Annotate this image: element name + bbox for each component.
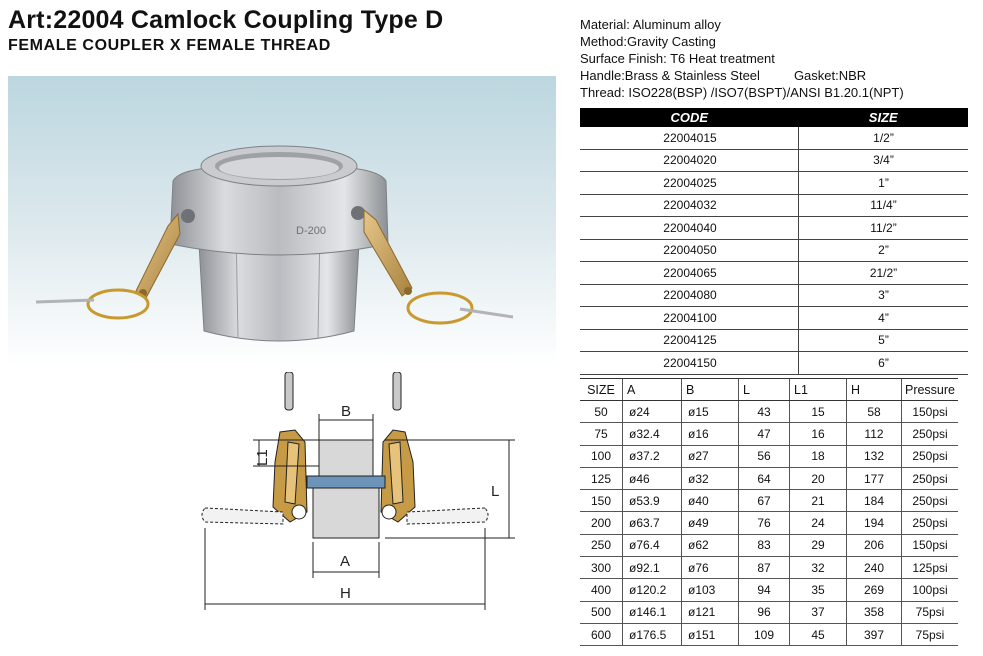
dim-cell-b: ø121 [682,601,739,623]
code-cell: 22004040 [580,217,799,240]
dim-cell-l1: 45 [790,623,847,645]
dim-cell-size: 200 [580,512,623,534]
dim-cell-l: 67 [739,490,790,512]
spec-gasket: Gasket:NBR [793,68,867,83]
spec-handle-row [580,67,904,84]
dim-cell-h: 358 [847,601,902,623]
dim-cell-l: 109 [739,623,790,645]
dim-cell-size: 250 [580,534,623,556]
dim-cell-pressure: 250psi [902,512,959,534]
code-table-row [580,217,968,240]
dim-cell-pressure: 100psi [902,579,959,601]
dim-cell-l: 64 [739,467,790,489]
size-header: SIZE [799,108,969,127]
dim-label-h: H [340,585,351,602]
dim-cell-l1: 35 [790,579,847,601]
dim-cell-h: 177 [847,467,902,489]
code-table-row [580,307,968,330]
code-table-row [580,127,968,149]
product-title: Art:22004 Camlock Coupling Type D [8,6,444,34]
dim-cell-l1: 16 [790,423,847,445]
dimension-table-header [580,379,958,401]
dim-cell-b: ø40 [682,490,739,512]
dim-cell-b: ø103 [682,579,739,601]
dim-label-a: A [340,553,351,570]
dim-header-l1: L1 [790,379,847,401]
dim-cell-l1: 18 [790,445,847,467]
code-cell: 22004025 [580,172,799,195]
dimension-table-row [580,445,958,467]
size-cell: 1/2” [799,127,969,149]
dimension-table-row [580,490,958,512]
dim-cell-size: 600 [580,623,623,645]
dim-cell-a: ø37.2 [623,445,682,467]
dim-cell-b: ø15 [682,401,739,423]
dim-cell-l: 96 [739,601,790,623]
dim-header-size: SIZE [580,379,623,401]
code-size-table [580,108,968,375]
dim-cell-h: 194 [847,512,902,534]
dim-cell-size: 50 [580,401,623,423]
dim-cell-h: 240 [847,557,902,579]
spec-method: Method:Gravity Casting [580,34,716,49]
dimension-drawing [195,372,525,622]
dim-cell-l: 56 [739,445,790,467]
dim-cell-a: ø46 [623,467,682,489]
dimension-table-row [580,512,958,534]
dim-cell-pressure: 125psi [902,557,959,579]
size-cell: 5” [799,329,969,352]
dim-cell-l1: 21 [790,490,847,512]
dim-cell-b: ø16 [682,423,739,445]
product-subtitle: FEMALE COUPLER X FEMALE THREAD [8,37,331,54]
product-photo [8,76,556,366]
code-cell: 22004065 [580,262,799,285]
code-table-row [580,262,968,285]
dim-cell-l: 94 [739,579,790,601]
code-table-row [580,352,968,375]
code-table-row [580,172,968,195]
dim-cell-a: ø32.4 [623,423,682,445]
dim-cell-pressure: 150psi [902,534,959,556]
dim-header-a: A [623,379,682,401]
dim-cell-b: ø49 [682,512,739,534]
dim-cell-a: ø53.9 [623,490,682,512]
code-table-header [580,108,968,127]
dimension-table-row [580,579,958,601]
dim-cell-pressure: 250psi [902,467,959,489]
dim-cell-pressure: 250psi [902,490,959,512]
size-cell: 21/2” [799,262,969,285]
dimension-table-row [580,401,958,423]
code-cell: 22004100 [580,307,799,330]
dimension-table-row [580,423,958,445]
dim-cell-size: 400 [580,579,623,601]
dim-cell-l: 76 [739,512,790,534]
dim-cell-a: ø76.4 [623,534,682,556]
size-cell: 1” [799,172,969,195]
dim-cell-l: 43 [739,401,790,423]
code-table-row [580,329,968,352]
size-cell: 2” [799,239,969,262]
code-cell: 22004080 [580,284,799,307]
dimension-table [580,378,958,646]
code-cell: 22004125 [580,329,799,352]
dimension-table-row [580,623,958,645]
spec-handle: Handle:Brass & Stainless Steel [580,68,760,83]
dim-cell-h: 206 [847,534,902,556]
body-marking: D-200 [296,225,326,237]
code-header: CODE [580,108,799,127]
dim-cell-l1: 24 [790,512,847,534]
dim-cell-a: ø146.1 [623,601,682,623]
dim-cell-size: 500 [580,601,623,623]
dim-cell-a: ø24 [623,401,682,423]
dim-label-b: B [341,403,352,420]
spec-material: Material: Aluminum alloy [580,17,721,32]
dimension-table-row [580,601,958,623]
dim-cell-size: 300 [580,557,623,579]
code-cell: 22004150 [580,352,799,375]
dimension-table-row [580,557,958,579]
code-table-row [580,239,968,262]
dim-cell-l: 47 [739,423,790,445]
dim-cell-a: ø63.7 [623,512,682,534]
dim-cell-l1: 15 [790,401,847,423]
code-cell: 22004015 [580,127,799,149]
dim-cell-size: 100 [580,445,623,467]
size-cell: 11/2” [799,217,969,240]
dim-label-l: L [491,483,500,500]
dim-cell-b: ø27 [682,445,739,467]
dim-cell-l1: 37 [790,601,847,623]
dim-cell-b: ø151 [682,623,739,645]
dim-cell-l: 83 [739,534,790,556]
code-table-row [580,194,968,217]
dim-cell-pressure: 250psi [902,423,959,445]
dim-cell-size: 125 [580,467,623,489]
dim-cell-pressure: 75psi [902,601,959,623]
dim-cell-h: 184 [847,490,902,512]
size-cell: 11/4” [799,194,969,217]
dim-header-h: H [847,379,902,401]
size-cell: 4” [799,307,969,330]
size-cell: 3/4” [799,149,969,172]
dim-cell-h: 397 [847,623,902,645]
dim-cell-h: 112 [847,423,902,445]
dim-cell-pressure: 250psi [902,445,959,467]
dim-header-b: B [682,379,739,401]
spec-surface: Surface Finish: T6 Heat treatment [580,51,775,66]
dim-cell-a: ø120.2 [623,579,682,601]
dim-cell-a: ø92.1 [623,557,682,579]
size-cell: 6” [799,352,969,375]
spec-thread: Thread: ISO228(BSP) /ISO7(BSPT)/ANSI B1.20.1(NPT) [580,85,904,100]
dim-cell-l1: 32 [790,557,847,579]
dim-label-l1: L1 [254,449,271,466]
dim-cell-h: 132 [847,445,902,467]
code-cell: 22004050 [580,239,799,262]
spec-list [580,16,904,101]
dim-cell-size: 150 [580,490,623,512]
dimension-table-row [580,467,958,489]
dim-cell-l: 87 [739,557,790,579]
code-cell: 22004032 [580,194,799,217]
dimension-table-row [580,534,958,556]
size-cell: 3” [799,284,969,307]
dim-cell-h: 269 [847,579,902,601]
dim-cell-size: 75 [580,423,623,445]
dim-cell-b: ø62 [682,534,739,556]
dim-cell-pressure: 75psi [902,623,959,645]
dim-header-l: L [739,379,790,401]
code-cell: 22004020 [580,149,799,172]
dim-cell-l1: 20 [790,467,847,489]
dim-cell-b: ø76 [682,557,739,579]
code-table-row [580,284,968,307]
dim-cell-a: ø176.5 [623,623,682,645]
code-table-row [580,149,968,172]
dim-cell-pressure: 150psi [902,401,959,423]
dim-cell-b: ø32 [682,467,739,489]
dim-cell-h: 58 [847,401,902,423]
dim-cell-l1: 29 [790,534,847,556]
dim-header-pressure: Pressure [902,379,959,401]
